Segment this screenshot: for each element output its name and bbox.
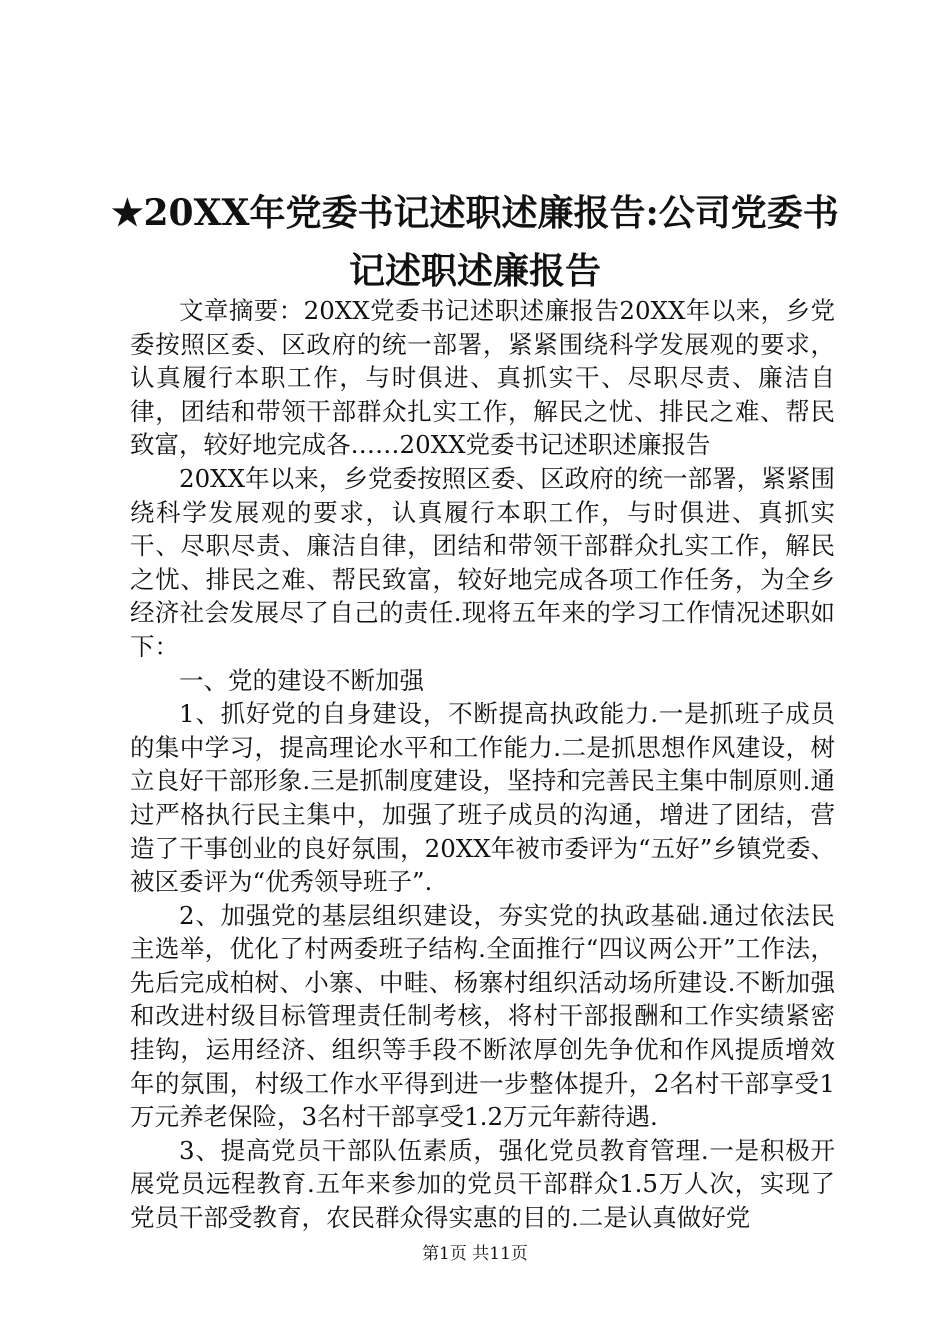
paragraph-abstract: 文章摘要：20XX党委书记述职述廉报告20XX年以来，乡党委按照区委、区政府的统一部署，紧紧围绕科学发展观的要求，认真履行本职工作，与时俱进、真抓实干、尽职尽责、廉洁自律，团结和带领干部群众扎实工作，解民之忧、排民之难、帮民致富，较好地完成各……20XX党委书记述职述廉报告 [130,296,835,460]
paragraph-item-1: 1、抓好党的自身建设，不断提高执政能力.一是抓班子成员的集中学习，提高理论水平和工作能力.二是抓思想作风建设，树立良好干部形象.三是抓制度建设，坚持和完善民主集中制原则.通过严格执行民主集中，加强了班子成员的沟通，增进了团结，营造了干事创业的良好氛围，20XX年被市委评为“五好”乡镇党委、被区委评为“优秀领导班子”. [130,699,835,897]
paragraph-item-2: 2、加强党的基层组织建设，夯实党的执政基础.通过依法民主选举，优化了村两委班子结构.全面推行“四议两公开”工作法，先后完成柏树、小寨、中畦、杨寨村组织活动场所建设.不断加强和改进村级目标管理责任制考核，将村干部报酬和工作实绩紧密挂钩，运用经济、组织等手段不断浓厚创先争优和作风提质增效年的氛围，村级工作水平得到进一步整体提升，2名村干部享受1万元养老保险，3名村干部享受1.2万元年薪待遇. [130,900,835,1132]
paragraph-intro: 20XX年以来，乡党委按照区委、区政府的统一部署，紧紧围绕科学发展观的要求，认真履行本职工作，与时俱进、真抓实干、尽职尽责、廉洁自律，团结和带领干部群众扎实工作，解民之忧、排民之难、帮民致富，较好地完成各项工作任务，为全乡经济社会发展尽了自己的责任.现将五年来的学习工作情况述职如下： [130,463,835,661]
page-number-footer: 第1页 共11页 [422,1244,528,1264]
paragraph-item-3: 3、提高党员干部队伍素质，强化党员教育管理.一是积极开展党员远程教育.五年来参加的党员干部群众1.5万人次，实现了党员干部受教育，农民群众得实惠的目的.二是认真做好党 [130,1135,835,1233]
document-title: ★20XX年党委书记述职述廉报告:公司党委书记述职述廉报告 [111,192,839,292]
document-body [130,294,835,1235]
section-heading: 一、党的建设不断加强 [179,665,424,695]
